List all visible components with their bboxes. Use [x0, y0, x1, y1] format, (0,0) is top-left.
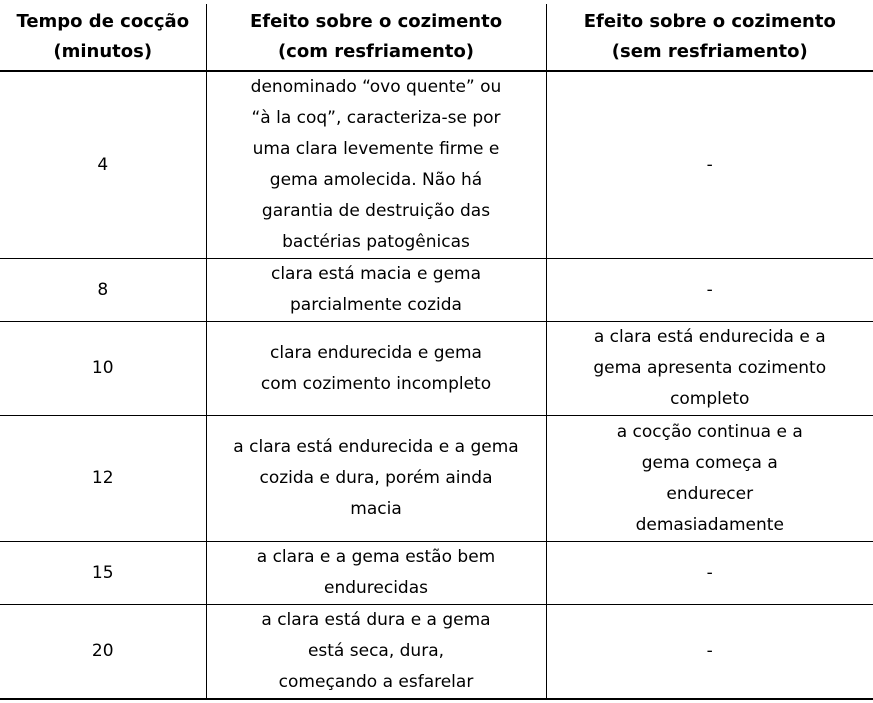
cell-tempo: 12	[0, 416, 206, 542]
cell-line: a clara e a gema estão bem	[256, 547, 496, 567]
header-tempo	[0, 4, 206, 71]
header-sem-line-1: Efeito sobre o cozimento	[583, 11, 836, 32]
cell-com-resfriamento	[206, 542, 546, 605]
header-tempo-line-1: Tempo de cocção	[16, 11, 190, 32]
header-com-line-2: (com resfriamento)	[277, 41, 475, 62]
table-body	[0, 71, 873, 699]
table-header	[0, 4, 873, 71]
cell-sem-resfriamento: -	[546, 605, 873, 700]
table-row	[0, 71, 873, 259]
cell-line: clara endurecida e gema	[270, 342, 482, 363]
cell-line: gema amolecida. Não há	[269, 170, 483, 190]
cell-line: gema apresenta cozimento	[593, 358, 827, 378]
cell-line: começando a esfarelar	[278, 672, 474, 692]
cell-tempo: 15	[0, 542, 206, 605]
cell-tempo: 20	[0, 605, 206, 700]
cell-tempo: 4	[0, 71, 206, 259]
cell-sem-resfriamento	[546, 416, 873, 542]
cell-line: uma clara levemente firme e	[252, 139, 500, 159]
header-row	[0, 4, 873, 71]
cell-tempo: 10	[0, 322, 206, 416]
cell-com-resfriamento	[206, 416, 546, 542]
cell-tempo: 8	[0, 259, 206, 322]
cell-line: com cozimento incompleto	[260, 373, 492, 394]
cell-line: demasiadamente	[635, 514, 784, 535]
cell-line: parcialmente cozida	[290, 295, 462, 315]
header-sem-resfriamento	[546, 4, 873, 71]
cell-line: endurecer	[666, 483, 754, 504]
cell-sem-resfriamento: -	[546, 259, 873, 322]
table-row	[0, 322, 873, 416]
table-row	[0, 259, 873, 322]
table-row	[0, 416, 873, 542]
cell-line: a clara está endurecida e a	[593, 327, 826, 347]
cell-line: a clara está endurecida e a gema	[233, 437, 519, 457]
cell-sem-resfriamento: -	[546, 71, 873, 259]
cell-line: completo	[670, 389, 750, 409]
cell-com-resfriamento	[206, 259, 546, 322]
cell-line: está seca, dura,	[307, 641, 445, 661]
cell-line: endurecidas	[323, 578, 428, 598]
cell-sem-resfriamento	[546, 322, 873, 416]
cell-line: gema começa a	[641, 452, 778, 473]
cell-line: clara está macia e gema	[270, 264, 482, 284]
cell-sem-resfriamento: -	[546, 542, 873, 605]
cell-com-resfriamento	[206, 322, 546, 416]
table-row	[0, 542, 873, 605]
egg-cooking-table	[0, 4, 873, 700]
cell-line: a cocção continua e a	[616, 421, 803, 442]
cell-line: a clara está dura e a gema	[261, 610, 491, 630]
header-com-resfriamento	[206, 4, 546, 71]
cell-com-resfriamento	[206, 605, 546, 700]
header-com-line-1: Efeito sobre o cozimento	[249, 11, 503, 32]
table-row	[0, 605, 873, 700]
header-tempo-line-2: (minutos)	[53, 41, 153, 62]
cell-line: garantia de destruição das	[261, 201, 491, 221]
cell-line: denominado “ovo quente” ou	[250, 77, 502, 97]
cell-com-resfriamento	[206, 71, 546, 259]
header-sem-line-2: (sem resfriamento)	[611, 41, 808, 62]
cell-line: bactérias patogênicas	[282, 232, 470, 252]
cell-line: macia	[350, 499, 402, 519]
cell-line: “à la coq”, caracteriza-se por	[251, 108, 501, 128]
cell-line: cozida e dura, porém ainda	[259, 468, 493, 488]
